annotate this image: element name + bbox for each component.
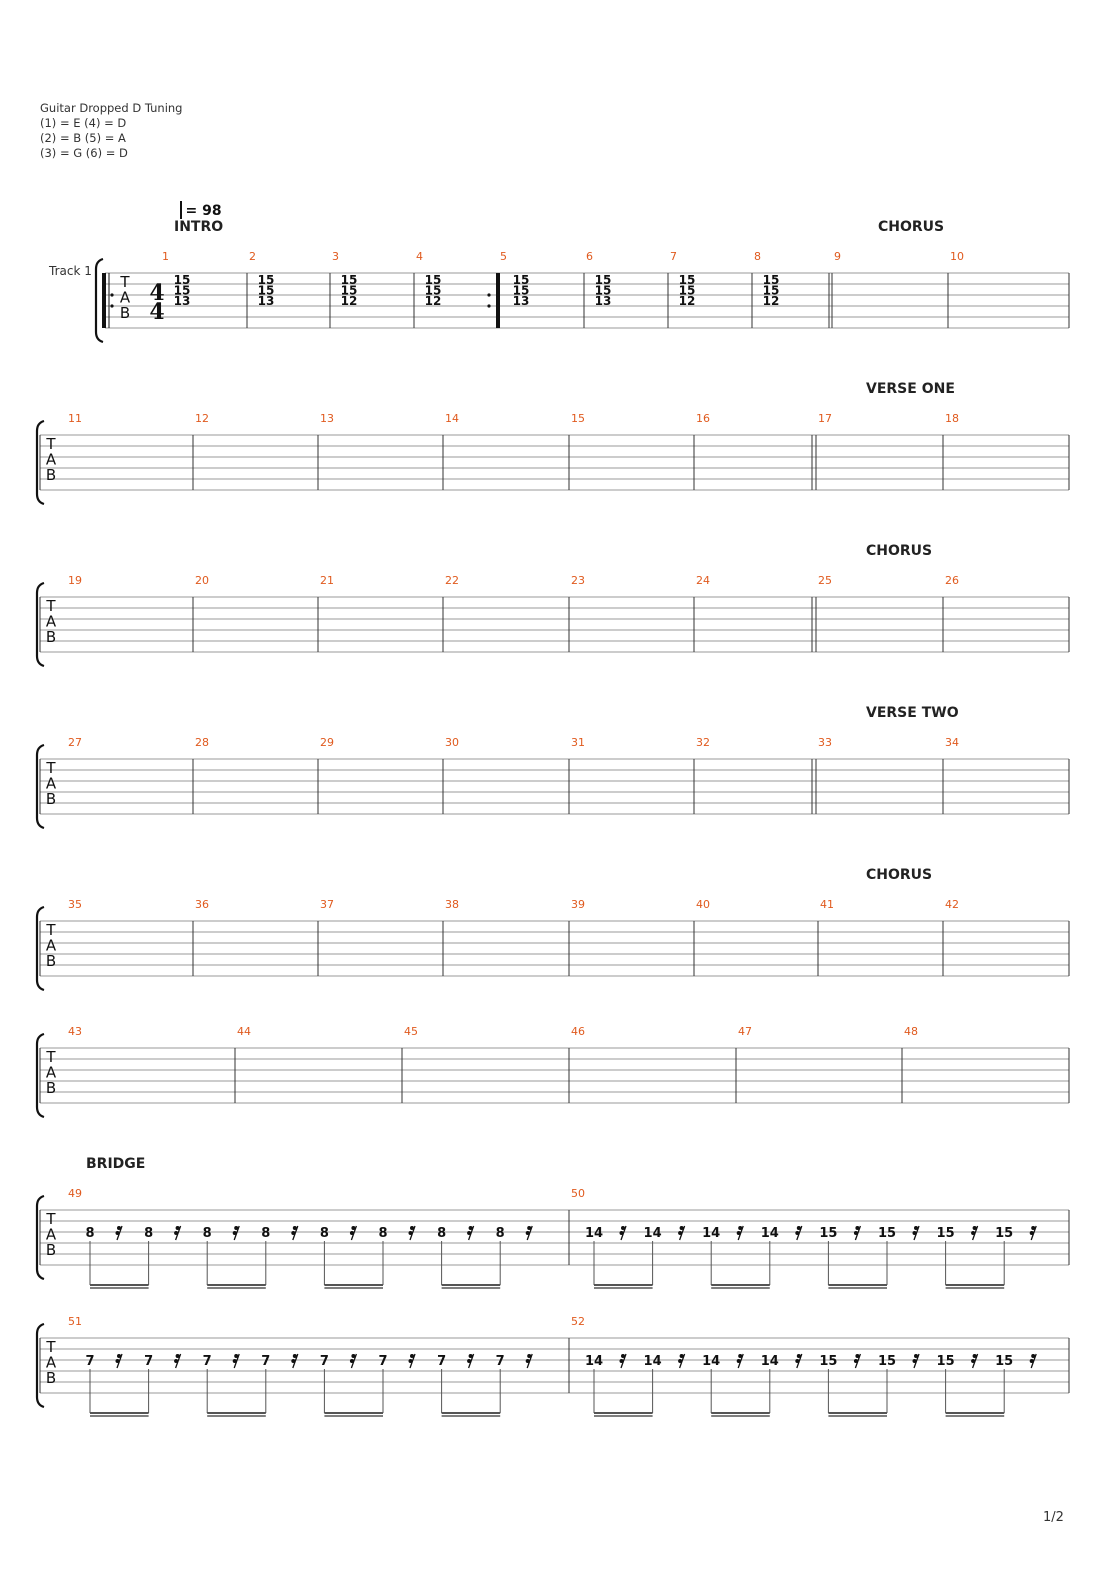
rest-dot <box>526 1359 530 1363</box>
fret-number: 8 <box>437 1226 447 1241</box>
bar-number: 40 <box>696 898 710 911</box>
tab-system <box>0 1180 1110 1290</box>
tab-staff-svg <box>0 243 1110 353</box>
time-signature-top: 4 <box>149 280 165 306</box>
tab-system <box>0 1018 1110 1128</box>
fret-number: 15 <box>340 283 358 298</box>
fret-number: 12 <box>762 293 780 308</box>
bar-number: 27 <box>68 736 82 749</box>
rest-dot <box>795 1231 799 1235</box>
rest-dot <box>855 1354 859 1358</box>
rest-dot <box>527 1354 531 1358</box>
bar-number: 16 <box>696 412 710 425</box>
fret-number: 14 <box>643 1226 662 1241</box>
bar-number: 42 <box>945 898 959 911</box>
tab-clef-letter: T <box>46 1048 56 1066</box>
tab-staff-svg <box>0 729 1110 839</box>
fret-number: 7 <box>437 1354 447 1369</box>
fret-number: 8 <box>85 1226 95 1241</box>
tab-clef-letter: B <box>119 304 131 322</box>
tab-staff-svg <box>0 1308 1110 1418</box>
rest-dot <box>738 1354 742 1358</box>
rest-dot <box>1031 1226 1035 1230</box>
bar-number: 5 <box>500 250 507 263</box>
section-label: CHORUS <box>878 219 945 235</box>
tab-clef-letter: A <box>119 288 131 307</box>
rest-dot <box>469 1226 473 1230</box>
bar-number: 25 <box>818 574 832 587</box>
fret-number: 13 <box>257 293 275 308</box>
fret-number: 15 <box>762 283 780 298</box>
fret-number: 15 <box>594 273 612 287</box>
fret-number: 15 <box>340 273 358 287</box>
rest-dot <box>737 1359 741 1363</box>
rest-dot <box>971 1359 975 1363</box>
bar-number: 41 <box>820 898 834 911</box>
bar-number: 20 <box>195 574 209 587</box>
rest-dot <box>1030 1231 1034 1235</box>
tab-clef-letter: A <box>45 774 57 793</box>
fret-number: 15 <box>173 273 191 287</box>
rest-dot <box>973 1226 977 1230</box>
fret-number: 15 <box>173 283 191 298</box>
bar-number: 10 <box>950 250 964 263</box>
rest-dot <box>234 1226 238 1230</box>
rest-dot <box>409 1359 413 1363</box>
fret-number: 8 <box>319 1226 329 1241</box>
tab-clef-letter: A <box>45 1063 57 1082</box>
bar-number: 19 <box>68 574 82 587</box>
tab-clef-letter: T <box>46 1338 56 1356</box>
bar-number: 9 <box>834 250 841 263</box>
repeat-dot <box>110 293 113 296</box>
rest-dot <box>855 1226 859 1230</box>
tempo-prefix: = <box>185 203 203 219</box>
rest-dot <box>350 1231 354 1235</box>
rest-dot <box>973 1354 977 1358</box>
tab-clef-letter: A <box>45 1225 57 1244</box>
fret-number: 8 <box>378 1226 388 1241</box>
fret-number: 14 <box>702 1226 721 1241</box>
fret-number: 14 <box>702 1354 721 1369</box>
bar-number: 3 <box>332 250 339 263</box>
rest-dot <box>526 1231 530 1235</box>
rest-dot <box>174 1231 178 1235</box>
rest-dot <box>293 1354 297 1358</box>
fret-number: 13 <box>173 293 191 308</box>
fret-number: 8 <box>202 1226 212 1241</box>
tab-clef-letter: B <box>45 952 57 970</box>
rest-dot <box>680 1354 684 1358</box>
bar-number: 46 <box>571 1025 585 1038</box>
fret-number: 15 <box>257 283 275 298</box>
section-label: INTRO <box>174 219 224 235</box>
rest-dot <box>1030 1359 1034 1363</box>
repeat-start-thick <box>102 273 106 328</box>
tab-staff-svg <box>0 1180 1110 1290</box>
rest-dot <box>678 1231 682 1235</box>
fret-number: 7 <box>261 1354 271 1369</box>
bar-number: 36 <box>195 898 209 911</box>
rest-dot <box>854 1359 858 1363</box>
fret-number: 15 <box>819 1354 838 1369</box>
fret-number: 15 <box>936 1226 955 1241</box>
rest-dot <box>737 1231 741 1235</box>
rest-dot <box>621 1354 625 1358</box>
rest-dot <box>795 1359 799 1363</box>
tab-clef-letter: T <box>46 921 56 939</box>
bar-number: 13 <box>320 412 334 425</box>
section-label: VERSE TWO <box>866 705 959 721</box>
fret-number: 7 <box>202 1354 212 1369</box>
tab-clef-letter: B <box>45 1241 57 1259</box>
bar-number: 22 <box>445 574 459 587</box>
fret-number: 15 <box>877 1354 897 1369</box>
fret-number: 15 <box>424 273 442 287</box>
rest-dot <box>116 1231 120 1235</box>
track-name: Track 1 <box>49 264 92 278</box>
tempo-marking <box>180 201 222 219</box>
bar-number: 12 <box>195 412 209 425</box>
rest-dot <box>291 1231 295 1235</box>
bar-number: 2 <box>249 250 256 263</box>
bar-number: 30 <box>445 736 459 749</box>
fret-number: 14 <box>643 1354 662 1369</box>
tab-clef-letter: T <box>46 435 56 453</box>
rest-dot <box>913 1359 917 1363</box>
fret-number: 14 <box>584 1226 604 1241</box>
rest-dot <box>797 1354 801 1358</box>
rest-dot <box>410 1354 414 1358</box>
rest-dot <box>233 1359 237 1363</box>
rest-dot <box>678 1359 682 1363</box>
section-label: BRIDGE <box>86 1156 146 1172</box>
bar-number: 29 <box>320 736 334 749</box>
fret-number: 15 <box>257 273 275 287</box>
repeat-dot <box>487 293 490 296</box>
bar-number: 6 <box>586 250 593 263</box>
rest-dot <box>176 1354 180 1358</box>
bar-number: 52 <box>571 1315 585 1328</box>
tab-staff-svg <box>0 567 1110 677</box>
rest-dot <box>116 1359 120 1363</box>
fret-number: 12 <box>678 293 696 308</box>
tab-clef-letter: A <box>45 936 57 955</box>
rest-dot <box>913 1231 917 1235</box>
rest-dot <box>293 1226 297 1230</box>
tab-clef-letter: T <box>120 273 130 291</box>
tab-clef-letter: A <box>45 1353 57 1372</box>
bar-number: 45 <box>404 1025 418 1038</box>
tab-clef-letter: T <box>46 759 56 777</box>
fret-number: 15 <box>995 1354 1014 1369</box>
bar-number: 35 <box>68 898 82 911</box>
section-label: CHORUS <box>866 867 933 883</box>
rest-dot <box>620 1231 624 1235</box>
tuning-line: (3) = G (6) = D <box>40 146 128 160</box>
bar-number: 23 <box>571 574 585 587</box>
bar-number: 28 <box>195 736 209 749</box>
bar-number: 47 <box>738 1025 752 1038</box>
rest-dot <box>410 1226 414 1230</box>
bar-number: 50 <box>571 1187 585 1200</box>
system-bracket <box>96 259 103 342</box>
section-label: CHORUS <box>866 543 933 559</box>
page-number: 1/2 <box>1043 1510 1064 1525</box>
tab-clef-letter: A <box>45 612 57 631</box>
fret-number: 7 <box>144 1354 154 1369</box>
bar-number: 1 <box>162 250 169 263</box>
fret-number: 15 <box>678 273 696 287</box>
bar-number: 48 <box>904 1025 918 1038</box>
fret-number: 8 <box>261 1226 271 1241</box>
fret-number: 7 <box>495 1354 505 1369</box>
bar-number: 34 <box>945 736 959 749</box>
tab-clef-letter: T <box>46 1210 56 1228</box>
rest-dot <box>117 1354 121 1358</box>
bar-number: 7 <box>670 250 677 263</box>
bar-number: 33 <box>818 736 832 749</box>
bar-number: 38 <box>445 898 459 911</box>
rest-dot <box>621 1226 625 1230</box>
fret-number: 7 <box>378 1354 388 1369</box>
tuning-title: Guitar Dropped D Tuning <box>40 101 183 115</box>
time-signature-bottom: 4 <box>149 299 165 325</box>
fret-number: 15 <box>995 1226 1014 1241</box>
bar-number: 32 <box>696 736 710 749</box>
tab-system <box>0 405 1110 515</box>
bar-number: 24 <box>696 574 710 587</box>
fret-number: 14 <box>760 1226 779 1241</box>
bar-number: 26 <box>945 574 959 587</box>
tab-clef-letter: B <box>45 1369 57 1387</box>
rest-dot <box>350 1359 354 1363</box>
fret-number: 7 <box>319 1354 329 1369</box>
fret-number: 15 <box>762 273 780 287</box>
rest-dot <box>854 1231 858 1235</box>
bar-number: 11 <box>68 412 82 425</box>
bar-number: 49 <box>68 1187 82 1200</box>
fret-number: 8 <box>144 1226 154 1241</box>
rest-dot <box>469 1354 473 1358</box>
bar-number: 21 <box>320 574 334 587</box>
tuning-line: (2) = B (5) = A <box>40 131 126 145</box>
tab-clef-letter: B <box>45 1079 57 1097</box>
rest-dot <box>738 1226 742 1230</box>
tab-system <box>0 243 1110 353</box>
section-label: VERSE ONE <box>866 381 955 397</box>
repeat-dot <box>110 304 113 307</box>
tempo-bpm: 98 <box>202 203 222 219</box>
fret-number: 15 <box>819 1226 838 1241</box>
rest-dot <box>233 1231 237 1235</box>
rest-dot <box>914 1226 918 1230</box>
fret-number: 15 <box>424 283 442 298</box>
fret-number: 15 <box>678 283 696 298</box>
fret-number: 13 <box>594 293 612 308</box>
tab-clef-letter: B <box>45 628 57 646</box>
rest-dot <box>620 1359 624 1363</box>
fret-number: 15 <box>936 1354 955 1369</box>
bar-number: 37 <box>320 898 334 911</box>
rest-dot <box>467 1359 471 1363</box>
tab-staff-svg <box>0 1018 1110 1128</box>
tab-clef-letter: T <box>46 597 56 615</box>
fret-number: 15 <box>512 283 530 298</box>
rest-dot <box>291 1359 295 1363</box>
rest-dot <box>174 1359 178 1363</box>
tab-staff-svg <box>0 891 1110 1001</box>
tab-system <box>0 1308 1110 1418</box>
fret-number: 14 <box>584 1354 604 1369</box>
fret-number: 14 <box>760 1354 779 1369</box>
fret-number: 12 <box>340 293 358 308</box>
rest-dot <box>971 1231 975 1235</box>
rest-dot <box>1031 1354 1035 1358</box>
fret-number: 15 <box>877 1226 897 1241</box>
fret-number: 13 <box>512 293 530 308</box>
fret-number: 15 <box>512 273 530 287</box>
rest-dot <box>351 1354 355 1358</box>
fret-number: 15 <box>594 283 612 298</box>
bar-number: 18 <box>945 412 959 425</box>
fret-number: 8 <box>495 1226 505 1241</box>
bar-number: 8 <box>754 250 761 263</box>
fret-number: 7 <box>85 1354 95 1369</box>
tab-system <box>0 891 1110 1001</box>
repeat-end-thick <box>496 273 500 328</box>
bar-number: 39 <box>571 898 585 911</box>
rest-dot <box>914 1354 918 1358</box>
bar-number: 14 <box>445 412 459 425</box>
repeat-dot <box>487 304 490 307</box>
bar-number: 4 <box>416 250 423 263</box>
bar-number: 51 <box>68 1315 82 1328</box>
rest-dot <box>117 1226 121 1230</box>
fret-number: 12 <box>424 293 442 308</box>
bar-number: 44 <box>237 1025 251 1038</box>
tab-clef-letter: B <box>45 466 57 484</box>
rest-dot <box>680 1226 684 1230</box>
tab-clef-letter: A <box>45 450 57 469</box>
tab-system <box>0 729 1110 839</box>
tab-system <box>0 567 1110 677</box>
rest-dot <box>176 1226 180 1230</box>
tab-staff-svg <box>0 405 1110 515</box>
bar-number: 43 <box>68 1025 82 1038</box>
rest-dot <box>351 1226 355 1230</box>
rest-dot <box>467 1231 471 1235</box>
rest-dot <box>797 1226 801 1230</box>
quarter-note-icon <box>180 201 182 219</box>
bar-number: 31 <box>571 736 585 749</box>
rest-dot <box>527 1226 531 1230</box>
tab-clef-letter: B <box>45 790 57 808</box>
rest-dot <box>409 1231 413 1235</box>
rest-dot <box>234 1354 238 1358</box>
bar-number: 17 <box>818 412 832 425</box>
bar-number: 15 <box>571 412 585 425</box>
tuning-line: (1) = E (4) = D <box>40 116 127 130</box>
